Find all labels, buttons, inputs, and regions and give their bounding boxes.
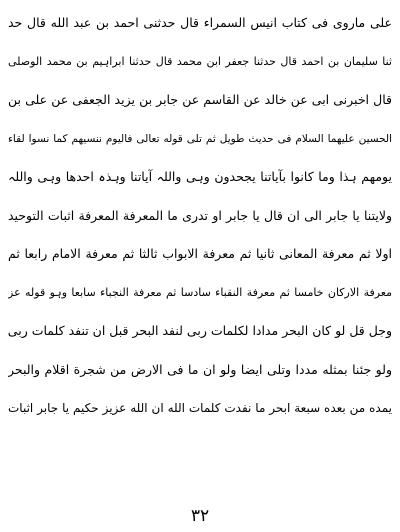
body-text <box>8 4 392 428</box>
text-line: وجل قل لو کان البحر مدادا لکلمات ربی لنفد البحر قبل ان تنفد کلمات ربی <box>8 323 392 338</box>
text-line: ولایتنا یا جابر الی ان قال یا جابر او تدری ما المعرفة المعرفة اثبات التوحید <box>8 207 392 223</box>
page-number: ۳۲ <box>190 506 210 526</box>
text-line: علی ماروی فی کتاب انیس السمراء قال حدثنی احمد بن عبد الله قال حد <box>8 15 392 30</box>
text-line: معرفة الارکان خامسا ثم معرفة النقباء سادسا ثم معرفة النجباء سابعا وہو قوله عز <box>8 285 392 299</box>
text-line: یمده من بعده سبعة ابحر ما نفدت کلمات الله ان الله عزیز حکیم یا جابر اثبات <box>8 401 392 415</box>
text-line: اولا ثم معرفة المعانی ثانیا ثم معرفة الابواب ثالثا ثم معرفة الامام رابعا ثم <box>8 246 392 261</box>
text-line: قال اخبرنی ابی عن خالد عن القاسم عن جابر بن یزید الجعفی عن علی بن <box>8 92 392 107</box>
text-line: الحسین علیهما السلام فی حدیث طویل ثم تلی قوله تعالی فالیوم ننسیهم کما نسوا لقاء <box>8 132 392 145</box>
text-line: ثنا سلیمان بن احمد قال حدثنا جعفر ابن محمد قال حدثنا ابراہیم بن محمد الوصلی <box>8 54 392 68</box>
text-line: ولو جئنا بمثله مددا وتلی ایضا ولو ان ما فی الارض من شجرة اقلام والبحر <box>8 361 392 377</box>
text-line: یومهم ہذا وما کانوا بآیاتنا یجحدون وہی واللہ آیاتنا وہذہ احدها وہی واللہ <box>8 169 392 184</box>
